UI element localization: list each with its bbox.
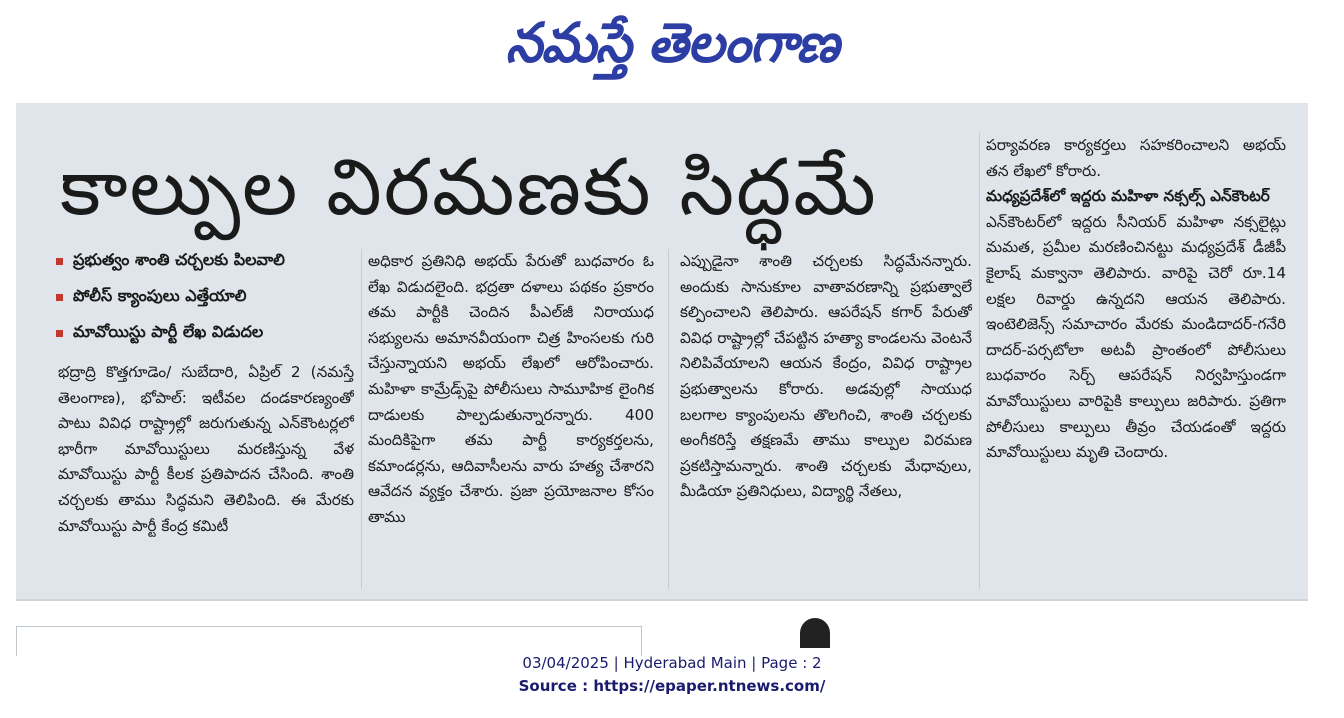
newspaper-logo: నమస్తే తెలంగాణ [505, 11, 839, 75]
bullet-text: పోలీస్ క్యాంపులు ఎత్తేయాలి [73, 285, 247, 305]
article-headline: కాల్పుల విరమణకు సిద్ధమే [60, 143, 878, 233]
article-column-2 [368, 249, 654, 595]
next-article-glyph [800, 618, 830, 648]
column-divider [979, 133, 980, 589]
square-bullet-icon [56, 330, 63, 337]
column-text: భద్రాద్రి కొత్తగూడెం/ సుబేదారి, ఏప్రిల్ 2 (నమస్తే తెలంగాణ), భోపాల్: ఇటీవల దండకారణ్యంతో పాటు వివిధ రాష్ట్రాల్లో జరుగుతున్న ఎన్‌కౌంటర్లలో భారీగా మావోయిస్టులు మరణిస్తున్న వేళ మావోయిస్టు పార్టీ కీలక ప్రతిపాదన చేసింది. శాంతి చర్చలకు తాము సిద్ధమని తెలిపింది. ఈ మేరకు మావోయిస్టు పార్టీ కేంద్ర కమిటీ [58, 363, 354, 535]
bullet-text: మావోయిస్టు పార్టీ లేఖ విడుదల [73, 321, 264, 341]
edition-info: 03/04/2025 | Hyderabad Main | Page : 2 [522, 654, 822, 672]
page-footer [0, 652, 1344, 698]
bullet-item [56, 243, 356, 279]
bullet-item [56, 279, 356, 315]
bullet-item [56, 315, 356, 351]
article-column-3 [680, 249, 972, 595]
sub-headline: మధ్యప్రదేశ్‌లో ఇద్దరు మహిళా నక్సల్స్ ఎన్‌కౌంటర్ [986, 187, 1270, 206]
article-column-4 [986, 133, 1286, 595]
article-column-1 [58, 360, 354, 592]
bullet-text: ప్రభుత్వం శాంతి చర్చలకు పిలవాలి [73, 249, 285, 269]
square-bullet-icon [56, 258, 63, 265]
column-text: అధికార ప్రతినిధి అభయ్ పేరుతో బుధవారం ఓ లేఖ విడుదలైంది. భద్రతా దళాలు పథకం ప్రకారం తమ పార్టీకి చెందిన పీఎల్‌జీ నిరాయుధ సభ్యులను అమానవీయంగా చిత్ర హింసలకు గురి చేస్తున్నాయని అభయ్ లేఖలో ఆరోపించారు. మహిళా కామ్రేడ్స్‌పై పోలీసులు సామూహిక లైంగిక దాడులకు పాల్పడుతున్నారన్నారు. 400 మందికిపైగా తమ పార్టీ కార్యకర్తలను, కమాండర్లను, ఆదివాసీలను వారు హత్య చేశారని ఆవేదన వ్యక్తం చేశారు. ప్రజా ప్రయోజనాల కోసం తాము [368, 252, 654, 526]
square-bullet-icon [56, 294, 63, 301]
masthead [0, 0, 1344, 100]
column-divider [668, 249, 669, 589]
column-text: ఎన్‌కౌంటర్‌లో ఇద్దరు సీనియర్ మహిళా నక్సలైట్లు మమత, ప్రమీల మరణించినట్టు మధ్యప్రదేశ్ డీజీపీ కైలాష్ మక్వానా తెలిపారు. వారిపై చెరో రూ.14 లక్షల రివార్డు ఉన్నదని ఆయన తెలిపారు. ఇంటెలిజెన్స్ సమాచారం మేరకు మండిదాదర్-గనేరి దాదర్-పర్సటోలా అటవీ ప్రాంతంలో పోలీసులు బుధవారం సెర్చ్ ఆపరేషన్ నిర్వహిస్తుండగా మావోయిస్టులు వారిపైకి కాల్పులు జరిపారు. ప్రతిగా పోలీసులు కాల్పులు తీవ్రం చేయడంతో ఇద్దరు మావోయిస్టులు మృతి చెందారు. [986, 212, 1286, 462]
highlight-bullets [56, 243, 356, 351]
news-article [16, 103, 1308, 601]
column-text: ఎప్పుడైనా శాంతి చర్చలకు సిద్ధమేనన్నారు. అందుకు సానుకూల వాతావరణాన్ని ప్రభుత్వాలే కల్పించాలని తెలిపారు. ఆపరేషన్ కగార్ పేరుతో వివిధ రాష్ట్రాల్లో చేపట్టిన హత్యా కాండలను వెంటనే నిలిపివేయాలని ఆయన కేంద్రం, వివిధ రాష్ట్రాల ప్రభుత్వాలను కోరారు. అడవుల్లో సాయుధ బలగాల క్యాంపులను తొలగించి, శాంతి చర్చలకు అంగీకరిస్తే తక్షణమే తాము కాల్పుల విరమణ ప్రకటిస్తామన్నారు. శాంతి చర్చలకు మేధావులు, మీడియా ప్రతినిధులు, విద్యార్థి నేతలు, [680, 252, 972, 501]
column-text: పర్యావరణ కార్యకర్తలు సహకరించాలని అభయ్ తన లేఖలో కోరారు. [986, 136, 1286, 180]
source-link[interactable]: Source : https://epaper.ntnews.com/ [518, 677, 826, 695]
column-divider [361, 249, 362, 589]
